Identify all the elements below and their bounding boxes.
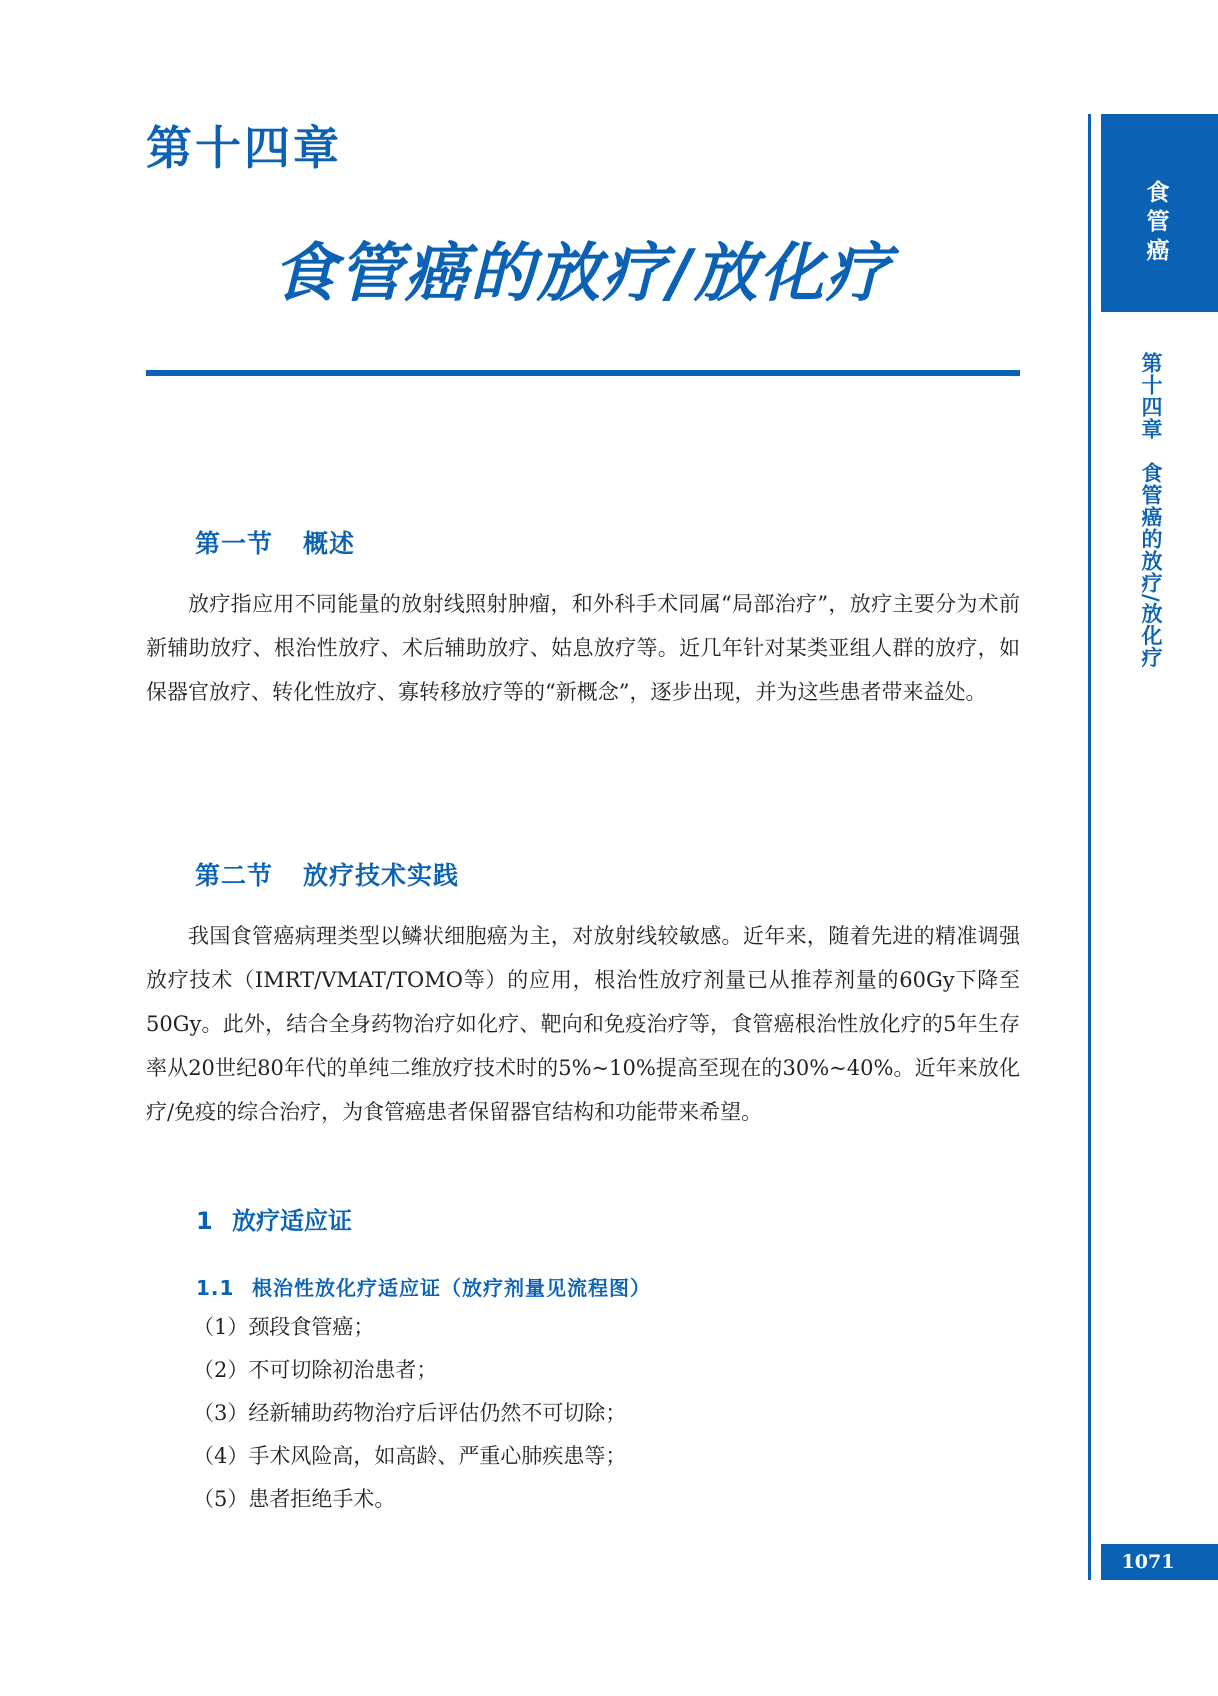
list-item: （4）手术风险高，如高龄、严重心肺疾患等； — [193, 1444, 627, 1468]
list-item: （1）颈段食管癌； — [193, 1315, 375, 1339]
page-number: 1071 — [1121, 1551, 1175, 1573]
section-title: 概述 — [303, 529, 356, 558]
subsection-title: 放疗适应证 — [232, 1207, 352, 1235]
title-rule — [146, 370, 1020, 376]
chapter-number: 第十四章 — [146, 121, 342, 175]
section-title: 放疗技术实践 — [303, 861, 460, 890]
section-2-paragraph: 我国食管癌病理类型以鳞状细胞癌为主，对放射线较敏感。近年来，随着先进的精准调强放疗技术（IMRT/VMAT/TOMO等）的应用，根治性放疗剂量已从推荐剂量的60Gy下降至50Gy。此外，结合全身药物治疗如化疗、靶向和免疫治疗等，食管癌根治性放化疗的5年生存率从20世纪80年代的单纯二维放疗技术时的5%~10%提高至现在的30%~40%。近年来放化疗/免疫的综合治疗，为食管癌患者保留器官结构和功能带来希望。 — [146, 924, 1020, 1124]
subsection-number: 1 — [196, 1207, 213, 1235]
subsection-heading — [196, 1201, 352, 1236]
section-1-paragraph: 放疗指应用不同能量的放射线照射肿瘤，和外科手术同属“局部治疗”，放疗主要分为术前新辅助放疗、根治性放疗、术后辅助放疗、姑息放疗等。近几年针对某类亚组人群的放疗，如保器官放疗、转化性放疗、寡转移放疗等的“新概念”，逐步出现，并为这些患者带来益处。 — [146, 592, 1020, 704]
thumb-tab-label: 食管癌 — [1142, 179, 1169, 267]
section-heading-1 — [195, 524, 355, 560]
running-head: 第十四章 食管癌的放疗/放化疗 — [1139, 352, 1164, 669]
section-number: 第二节 — [195, 861, 274, 890]
subsubsection-number: 1.1 — [196, 1276, 235, 1300]
section-number: 第一节 — [195, 529, 274, 558]
subsubsection-heading — [196, 1272, 651, 1301]
subsubsection-title: 根治性放化疗适应证（放疗剂量见流程图） — [252, 1276, 651, 1300]
list-item: （3）经新辅助药物治疗后评估仍然不可切除； — [193, 1401, 627, 1425]
indication-list — [193, 1306, 626, 1521]
list-item: （2）不可切除初治患者； — [193, 1358, 438, 1382]
thumb-tab — [1101, 114, 1218, 312]
section-heading-2 — [195, 856, 459, 892]
chapter-title: 食管癌的放疗/放化疗 — [272, 237, 892, 311]
margin-rule — [1088, 114, 1091, 1580]
list-item: （5）患者拒绝手术。 — [193, 1487, 396, 1511]
